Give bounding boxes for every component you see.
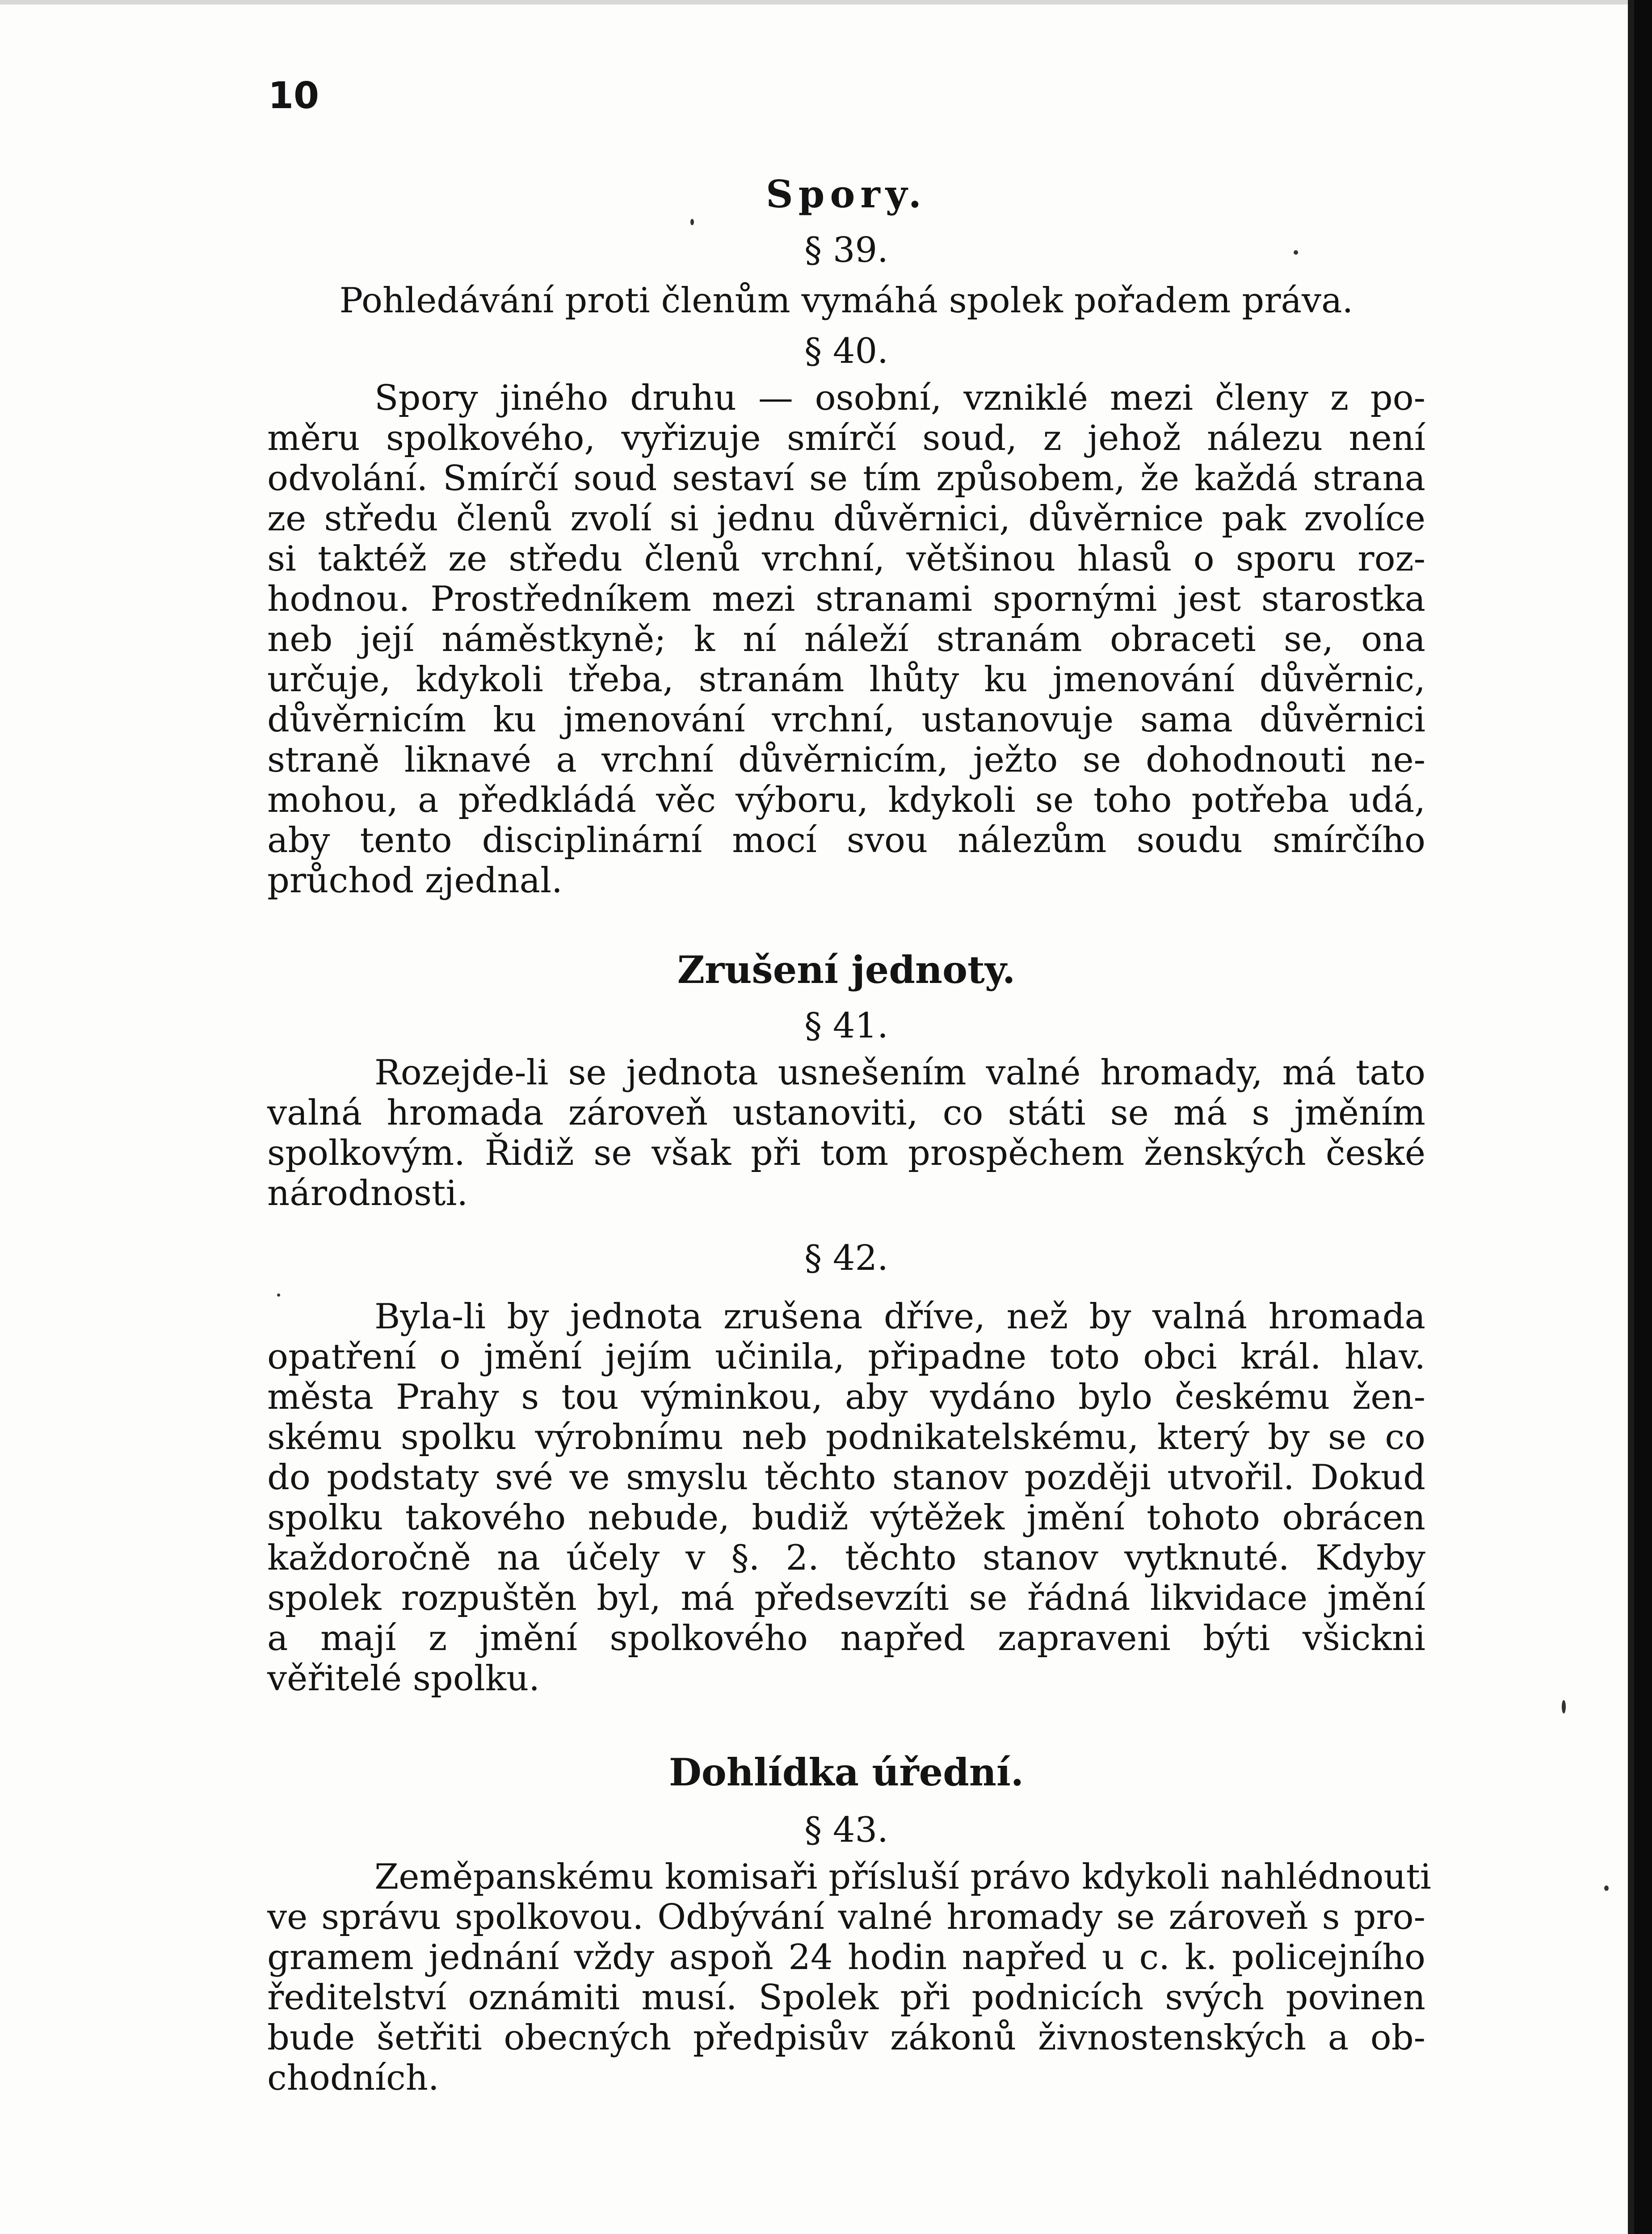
text-line: si taktéž ze středu členů vrchní, většinou hlasů o sporu roz-: [267, 539, 1425, 579]
section-mark-39: § 39.: [804, 230, 888, 270]
text-line: do podstaty své ve smyslu těchto stanov později utvořil. Dokud: [267, 1457, 1425, 1498]
section-mark-40: § 40.: [804, 331, 888, 371]
text-line: národnosti.: [267, 1173, 468, 1214]
text-line: valná hromada zároveň ustanoviti, co státi se má s jměním: [267, 1093, 1425, 1133]
text-line: a mají z jmění spolkového napřed zapraveni býti všickni: [267, 1618, 1425, 1659]
text-line: hodnou. Prostředníkem mezi stranami spornými jest starostka: [267, 579, 1425, 619]
text-line: chodních.: [267, 2058, 439, 2098]
page-top-edge: [0, 0, 1652, 4]
text-line: mohou, a předkládá věc výboru, kdykoli se toho potřeba udá,: [267, 780, 1425, 820]
text-line: Zeměpanskému komisaři přísluší právo kdykoli nahlédnouti: [374, 1857, 1431, 1897]
text-line: Byla-li by jednota zrušena dříve, než by valná hromada: [374, 1297, 1425, 1337]
text-line: Spory jiného druhu — osobní, vzniklé mezi členy z po-: [374, 378, 1425, 418]
text-line: důvěrnicím ku jmenování vrchní, ustanovuje sama důvěrnici: [267, 700, 1425, 740]
text-line: gramem jednání vždy aspoň 24 hodin napřed u c. k. policejního: [267, 1937, 1425, 1978]
text-line: průchod zjednal.: [267, 861, 563, 901]
paragraph-41: [267, 1053, 1425, 1214]
text-line: aby tento disciplinární mocí svou nálezům soudu smírčího: [267, 820, 1425, 861]
text-line: spolku takového nebude, budiž výtěžek jmění tohoto obrácen: [267, 1498, 1425, 1538]
text-line: bude šetřiti obecných předpisův zákonů živnostenských a ob-: [267, 2018, 1425, 2058]
section-spory: [267, 170, 1425, 901]
section-title: Dohlídka úřední.: [668, 1750, 1024, 1794]
section-mark-41: § 41.: [804, 1006, 888, 1046]
paragraph-43: [267, 1857, 1431, 2098]
paragraph-40: [267, 378, 1425, 901]
text-line: měru spolkového, vyřizuje smírčí soud, z jehož nálezu není: [267, 418, 1425, 458]
scan-speck: [1294, 250, 1298, 255]
text-line: opatření o jmění jejím učinila, připadne toto obci král. hlav.: [267, 1337, 1425, 1377]
section-zruseni-jednoty: [267, 945, 1425, 1699]
text-line: spolkovým. Řidiž se však při tom prospěchem ženských české: [267, 1133, 1425, 1173]
text-line: straně liknavé a vrchní důvěrnicím, ježto se dohodnouti ne-: [267, 740, 1425, 780]
text-line: města Prahy s tou výminkou, aby vydáno bylo českému žen-: [267, 1377, 1425, 1417]
page-right-edge: [1634, 0, 1652, 2234]
scan-speck: [690, 219, 694, 225]
scan-speck: [1562, 1700, 1566, 1713]
section-dohlidka-uredni: [267, 1748, 1431, 2098]
section-mark-43: § 43.: [804, 1810, 888, 1850]
text-line: Rozejde-li se jednota usnešením valné hromady, má tato: [374, 1053, 1425, 1093]
paragraph-42: [267, 1297, 1425, 1699]
document-body: [267, 170, 1431, 2098]
text-line: Pohledávání proti členům vymáhá spolek pořadem práva.: [339, 281, 1354, 321]
text-line: věřitelé spolku.: [267, 1659, 540, 1699]
scan-speck: [1604, 1885, 1609, 1891]
text-line: každoročně na účely v §. 2. těchto stanov vytknuté. Kdyby: [267, 1538, 1425, 1578]
paragraph-39: [267, 281, 1425, 321]
text-line: ředitelství oznámiti musí. Spolek při podnicích svých povinen: [267, 1978, 1425, 2018]
section-title: Zrušení jednoty.: [677, 948, 1016, 992]
text-line: skému spolku výrobnímu neb podnikatelskému, který by se co: [267, 1417, 1425, 1457]
section-title: Spory.: [765, 172, 927, 216]
text-line: odvolání. Smírčí soud sestaví se tím způsobem, že každá strana: [267, 458, 1425, 499]
section-mark-42: § 42.: [804, 1238, 888, 1278]
page-right-shadow: [1628, 0, 1634, 2234]
text-line: spolek rozpuštěn byl, má předsevzíti se řádná likvidace jmění: [267, 1578, 1425, 1618]
text-line: určuje, kdykoli třeba, stranám lhůty ku jmenování důvěrnic,: [267, 659, 1425, 700]
scan-speck: [277, 1293, 280, 1297]
text-line: neb její náměstkyně; k ní náleží stranám obraceti se, ona: [267, 619, 1425, 659]
page-number: 10: [268, 75, 319, 117]
text-line: ve správu spolkovou. Odbývání valné hromady se zároveň s pro-: [267, 1897, 1425, 1937]
text-line: ze středu členů zvolí si jednu důvěrnici, důvěrnice pak zvolíce: [267, 499, 1425, 539]
